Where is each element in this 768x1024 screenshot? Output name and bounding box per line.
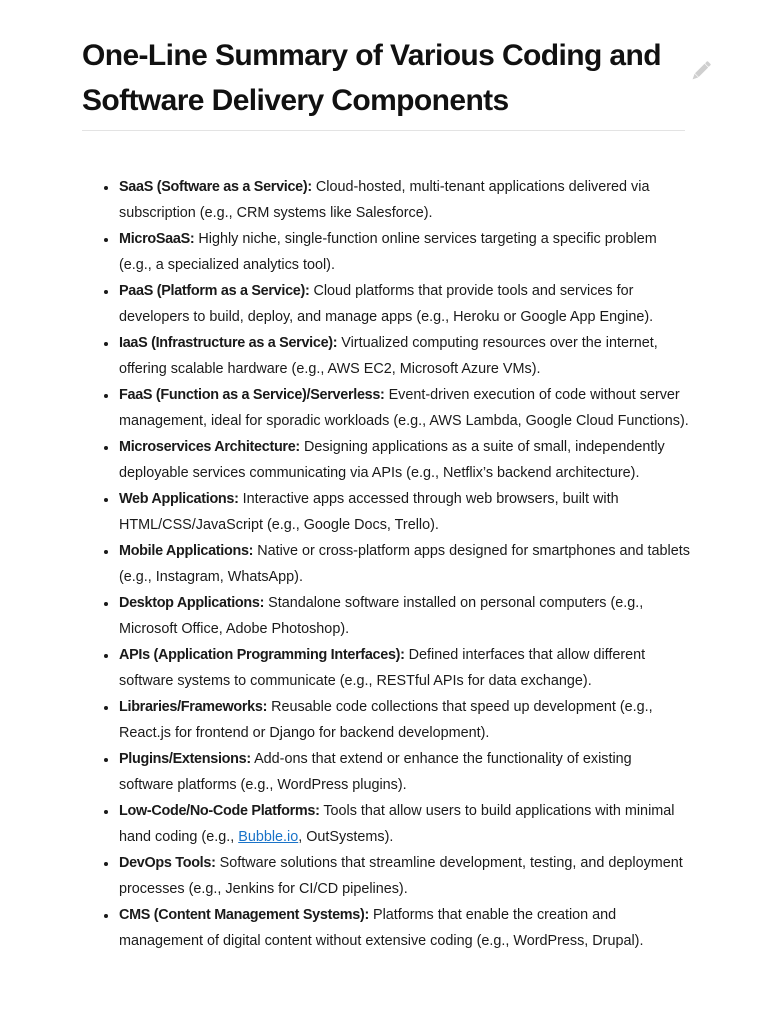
list-item (100, 746, 690, 798)
list-item (100, 642, 690, 694)
list-item (100, 278, 690, 330)
item-term: Desktop Applications: (119, 595, 265, 611)
list-item (100, 850, 690, 902)
list-item (100, 226, 690, 278)
pencil-icon[interactable] (688, 58, 714, 84)
list-item (100, 902, 690, 954)
item-term: CMS (Content Management Systems): (119, 907, 369, 923)
page-title-line-2: Software Delivery Components (82, 84, 509, 117)
list-item (100, 434, 690, 486)
item-description: Designing applications as a suite of small, independently deployable services communicating via APIs (e.g., Netflix’s backend architecture). (119, 439, 665, 481)
list-item (100, 174, 690, 226)
item-term: Microservices Architecture: (119, 439, 300, 455)
list-item (100, 486, 690, 538)
list-item (100, 382, 690, 434)
list-item (100, 694, 690, 746)
component-list (100, 174, 690, 954)
page-title (82, 33, 685, 123)
list-item (100, 330, 690, 382)
item-term: IaaS (Infrastructure as a Service): (119, 335, 338, 351)
item-description-tail: , OutSystems). (298, 829, 394, 845)
list-item (100, 798, 690, 850)
item-description: Interactive apps accessed through web browsers, built with HTML/CSS/JavaScript (e.g., Google Docs, Trello). (119, 491, 619, 533)
item-description: Native or cross-platform apps designed for smartphones and tablets (e.g., Instagram, WhatsApp). (119, 543, 690, 585)
item-description: Cloud-hosted, multi-tenant applications delivered via subscription (e.g., CRM systems like Salesforce). (119, 179, 650, 221)
item-description: Virtualized computing resources over the internet, offering scalable hardware (e.g., AWS EC2, Microsoft Azure VMs). (119, 335, 658, 377)
item-term: Mobile Applications: (119, 543, 254, 559)
item-description: Defined interfaces that allow different software systems to communicate (e.g., RESTful APIs for data exchange). (119, 647, 646, 689)
item-description: Software solutions that streamline development, testing, and deployment processes (e.g., Jenkins for CI/CD pipelines). (119, 855, 683, 897)
item-term: MicroSaaS: (119, 231, 195, 247)
item-description: Cloud platforms that provide tools and services for developers to build, deploy, and manage apps (e.g., Heroku or Google App Engine). (119, 283, 654, 325)
item-term: Plugins/Extensions: (119, 751, 251, 767)
item-description: Reusable code collections that speed up development (e.g., React.js for frontend or Django for backend development). (119, 699, 653, 741)
item-term: Low-Code/No-Code Platforms: (119, 803, 320, 819)
list-item (100, 590, 690, 642)
item-term: FaaS (Function as a Service)/Serverless: (119, 387, 385, 403)
title-block (82, 33, 685, 131)
item-description: Event-driven execution of code without server management, ideal for sporadic workloads (e.g., AWS Lambda, Google Cloud Functions). (119, 387, 689, 429)
item-term: Web Applications: (119, 491, 239, 507)
item-term: SaaS (Software as a Service): (119, 179, 312, 195)
page-title-line-1: One-Line Summary of Various Coding and (82, 39, 661, 72)
item-description: Highly niche, single-function online services targeting a specific problem (e.g., a specialized analytics tool). (119, 231, 657, 273)
item-description: Platforms that enable the creation and management of digital content without extensive coding (e.g., WordPress, Drupal). (119, 907, 644, 949)
item-term: Libraries/Frameworks: (119, 699, 268, 715)
bubble-io-link[interactable]: Bubble.io (238, 829, 299, 845)
item-description: Tools that allow users to build applications with minimal hand coding (e.g., (119, 803, 675, 845)
list-item (100, 538, 690, 590)
item-description: Add-ons that extend or enhance the functionality of existing software platforms (e.g., WordPress plugins). (119, 751, 632, 793)
item-description: Standalone software installed on personal computers (e.g., Microsoft Office, Adobe Photoshop). (119, 595, 644, 637)
item-term: APIs (Application Programming Interfaces): (119, 647, 405, 663)
item-term: PaaS (Platform as a Service): (119, 283, 310, 299)
item-term: DevOps Tools: (119, 855, 216, 871)
